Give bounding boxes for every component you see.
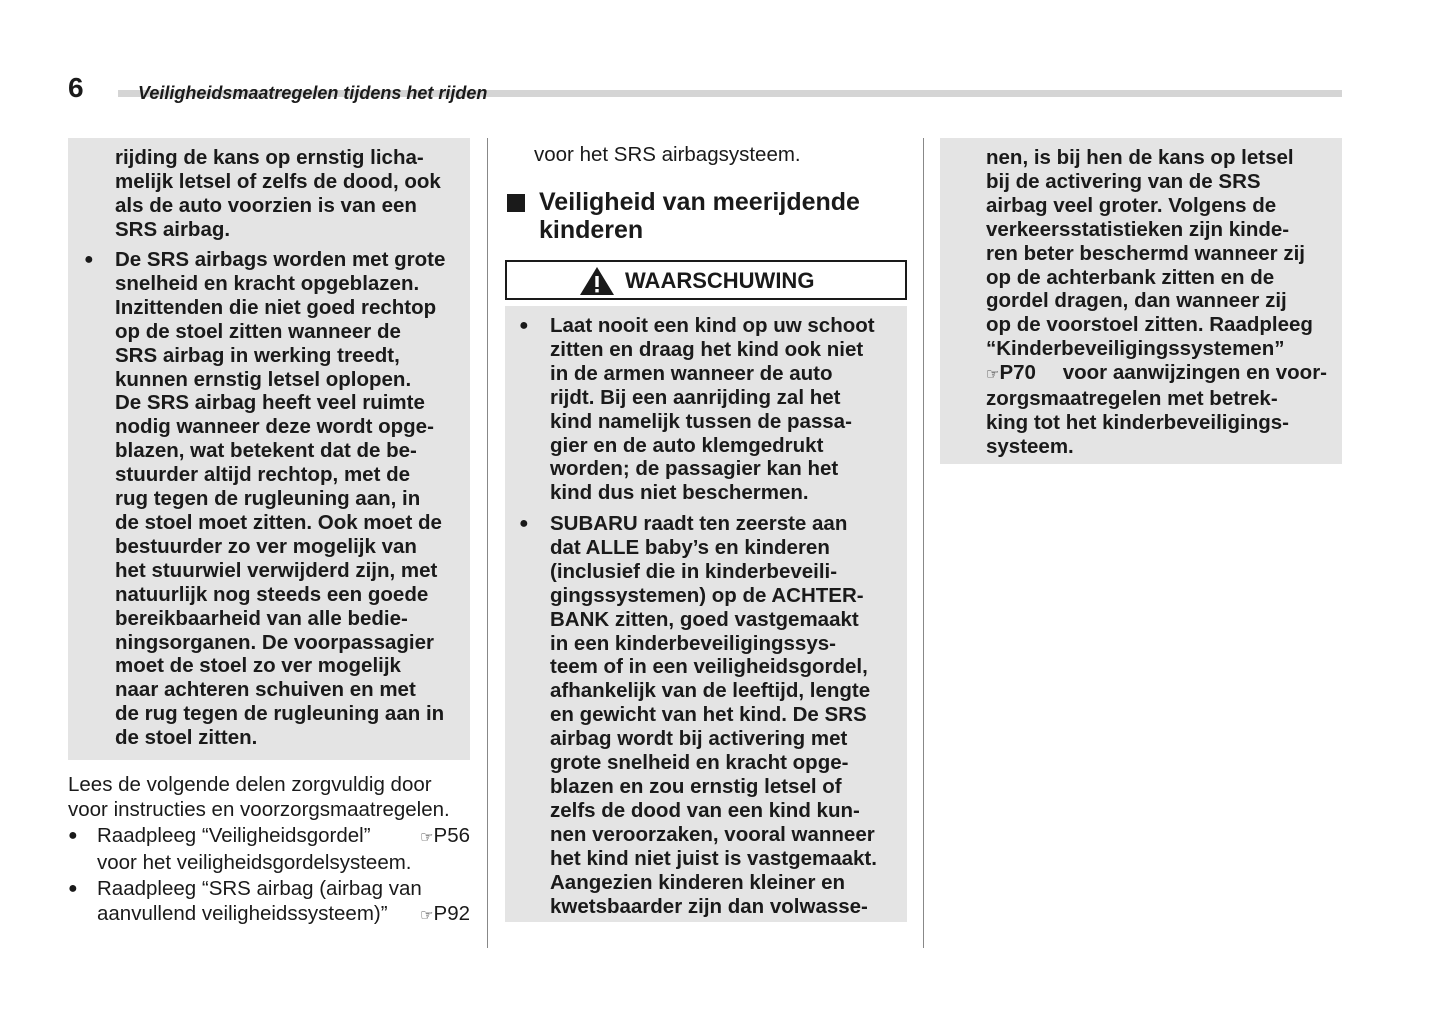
warning-continuation-box: [68, 138, 470, 760]
reference-section: [68, 773, 470, 928]
text-line: Inzittenden die niet goed rechtop: [115, 295, 437, 319]
text-line: dat ALLE baby’s en kinderen: [550, 535, 830, 559]
text-line: rijding de kans op ernstig licha-: [115, 146, 424, 169]
warning-bullet-lap: [519, 314, 890, 505]
text-line: naar achteren schuiven en met: [115, 678, 416, 702]
text-line: natuurlijk nog steeds een goede: [115, 582, 429, 606]
text-line: blazen en zou ernstig letsel of: [550, 774, 842, 798]
text-line: teem of in een veiligheidsgordel,: [550, 655, 868, 679]
continued-text: voor het SRS airbagsysteem.: [534, 143, 801, 166]
text-line: airbag veel groter. Volgens de: [986, 193, 1277, 217]
reference-item-airbag: [68, 877, 470, 928]
text-line: (inclusief die in kinderbeveili-: [550, 559, 838, 583]
text-line: in de armen wanneer de auto: [550, 361, 833, 385]
bullet-icon: ●: [519, 515, 529, 532]
text-line: grote snelheid en kracht opge-: [550, 751, 849, 775]
warning-banner: [505, 260, 907, 300]
warning-continuation-box-right: [940, 138, 1342, 464]
page-reference-label: P70: [999, 361, 1036, 385]
column-divider: [923, 138, 924, 948]
text-line: nodig wanneer deze wordt opge-: [115, 415, 434, 439]
text-line: Laat nooit een kind op uw schoot: [550, 314, 875, 337]
text-line: SRS airbag.: [115, 217, 231, 241]
text-line: voor het veiligheidsgordelsysteem.: [97, 850, 412, 874]
warning-label: WAARSCHUWING: [625, 268, 815, 293]
text-line: zorgsmaatregelen met betrek-: [986, 387, 1278, 411]
bullet-icon: ●: [68, 827, 78, 844]
text-line: de stoel zitten.: [115, 726, 258, 750]
page-number: 6: [68, 72, 84, 103]
text-line: kwetsbaarder zijn dan volwasse-: [550, 894, 868, 918]
bullet-icon: ●: [68, 880, 78, 897]
warning-continuation-text: [986, 146, 1327, 459]
warning-banner-content: [579, 266, 814, 296]
warning-continuation-text: [115, 146, 455, 242]
text-line: airbag wordt bij activering met: [550, 727, 848, 751]
text-line: [97, 902, 470, 929]
text-line: gordel dragen, dan wanneer zij: [986, 289, 1287, 313]
text-line: Raadpleeg “SRS airbag (airbag van: [97, 877, 422, 900]
reference-item-seatbelt: [68, 824, 470, 875]
text-line: Lees de volgende delen zorgvuldig door: [68, 773, 432, 796]
text-line: rijdt. Bij een aanrijding zal het: [550, 385, 841, 409]
text-line: bereikbaarheid van alle bedie-: [115, 606, 408, 630]
text-line: op de achterbank zitten en de: [986, 265, 1275, 289]
text-line: het kind niet juist is vastgemaakt.: [550, 846, 877, 870]
warning-bullet-rear-seat: [519, 512, 890, 918]
text-line: [986, 361, 1327, 387]
text-line: in een kinderbeveiligingssys-: [550, 631, 836, 655]
text-line: afhankelijk van de leeftijd, lengte: [550, 679, 871, 703]
page-reference-label: P56: [433, 824, 470, 847]
text-line: nen, is bij hen de kans op letsel: [986, 146, 1294, 169]
reference-text: aanvullend veiligheidssysteem)”: [97, 901, 388, 925]
reference-text: voor aanwijzingen en voor-: [1062, 361, 1327, 385]
column-divider: [487, 138, 488, 948]
text-line: stuurder altijd rechtop, met de: [115, 463, 411, 487]
text-line: voor instructies en voorzorgsmaatregelen.: [68, 797, 450, 821]
text-line: kunnen ernstig letsel oplopen.: [115, 367, 412, 391]
section-heading-text: [539, 188, 860, 244]
pointing-hand-icon: ☞: [420, 906, 434, 924]
text-line: nen veroorzaken, vooral wanneer: [550, 822, 875, 846]
square-bullet-icon: [507, 194, 525, 212]
pointing-hand-icon: ☞: [986, 366, 1000, 384]
bullet-icon: ●: [519, 317, 529, 334]
text-line: op de voorstoel zitten. Raadpleeg: [986, 313, 1313, 337]
text-line: SUBARU raadt ten zeerste aan: [550, 512, 848, 535]
text-line: gingssystemen) op de ACHTER-: [550, 583, 864, 607]
text-line: BANK zitten, goed vastgemaakt: [550, 607, 859, 631]
page-reference: [420, 824, 470, 851]
text-line: melijk letsel of zelfs de dood, ook: [115, 169, 441, 193]
text-line: SRS airbag in werking treedt,: [115, 343, 400, 367]
intro-paragraph: [68, 773, 470, 822]
warning-triangle-icon: [579, 266, 615, 296]
heading-line: kinderen: [539, 216, 644, 244]
warning-bullet-airbags: [84, 248, 455, 750]
text-line: ningsorganen. De voorpassagier: [115, 630, 434, 654]
reference-text: Raadpleeg “Veiligheidsgordel”: [97, 824, 371, 847]
text-line: het stuurwiel verwijderd zijn, met: [115, 558, 438, 582]
text-line: blazen, wat betekent dat de be-: [115, 439, 417, 463]
text-line: kind namelijk tussen de passa-: [550, 409, 852, 433]
text-line: als de auto voorzien is van een: [115, 193, 417, 217]
text-line: king tot het kinderbeveiligings-: [986, 410, 1289, 434]
text-line: zitten en draag het kind ook niet: [550, 337, 864, 361]
warning-box: [505, 306, 907, 922]
page-reference-label: P92: [433, 901, 470, 925]
text-line: “Kinderbeveiligingssystemen”: [986, 337, 1285, 361]
text-line: kind dus niet beschermen.: [550, 481, 809, 505]
pointing-hand-icon: ☞: [420, 829, 434, 846]
page-reference: [420, 902, 470, 929]
text-line: [97, 824, 470, 851]
text-line: worden; de passagier kan het: [550, 457, 839, 481]
text-line: verkeersstatistieken zijn kinde-: [986, 217, 1290, 241]
text-line: gier en de auto klemgedrukt: [550, 433, 824, 457]
text-line: Aangezien kinderen kleiner en: [550, 870, 846, 894]
page-reference: [986, 361, 1036, 387]
text-line: snelheid en kracht opgeblazen.: [115, 271, 420, 295]
text-line: bestuurder zo ver mogelijk van: [115, 534, 417, 558]
text-line: systeem.: [986, 434, 1074, 458]
text-line: rug tegen de rugleuning aan, in: [115, 487, 421, 511]
text-line: de rug tegen de rugleuning aan in: [115, 702, 445, 726]
text-line: De SRS airbags worden met grote: [115, 248, 446, 271]
text-line: zelfs de dood van een kind kun-: [550, 798, 860, 822]
text-line: en gewicht van het kind. De SRS: [550, 703, 867, 727]
text-line: de stoel moet zitten. Ook moet de: [115, 510, 442, 534]
text-line: De SRS airbag heeft veel ruimte: [115, 391, 425, 415]
heading-line: Veiligheid van meerijdende: [539, 188, 860, 216]
text-line: bij de activering van de SRS: [986, 169, 1261, 193]
text-line: moet de stoel zo ver mogelijk: [115, 654, 401, 678]
text-line: ren beter beschermd wanneer zij: [986, 241, 1306, 265]
text-line: op de stoel zitten wanneer de: [115, 319, 401, 343]
running-title: Veiligheidsmaatregelen tijdens het rijden: [138, 83, 488, 103]
bullet-icon: ●: [84, 251, 94, 268]
